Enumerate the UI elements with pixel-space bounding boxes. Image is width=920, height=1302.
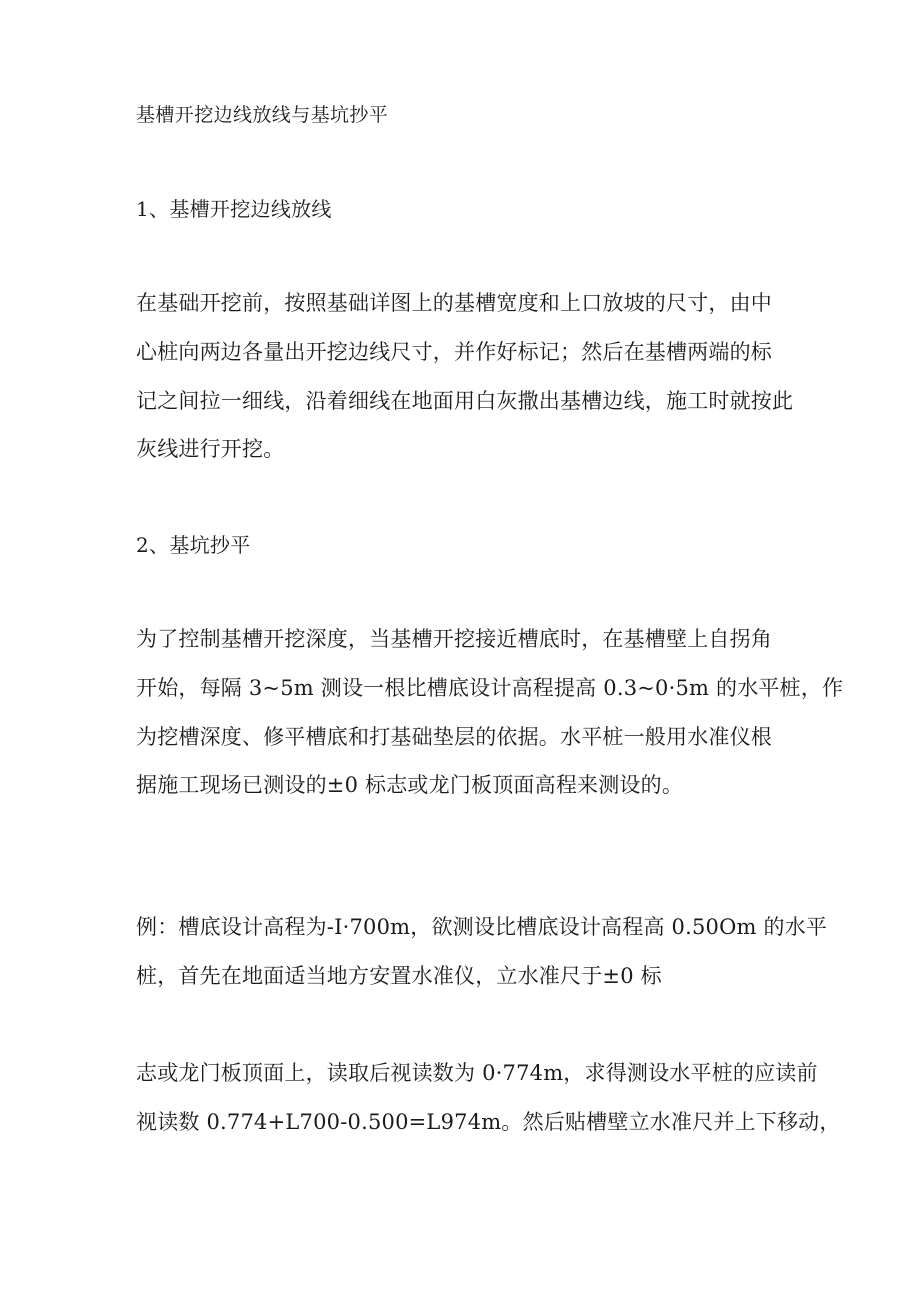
section-1-paragraph-line: 灰线进行开挖。 (136, 437, 285, 461)
continuation-line: 视读数 0.774+L700-0.500=L974m。然后贴槽壁立水准尺并上下移动， (136, 1110, 841, 1134)
section-2-paragraph-line: 为挖槽深度、修平槽底和打基础垫层的依据。水平桩一般用水准仪根 (136, 725, 772, 749)
continuation-line: 志或龙门板顶面上，读取后视读数为 0·774m，求得测设水平桩的应读前 (136, 1061, 818, 1085)
section-1-paragraph-line: 在基础开挖前，按照基础详图上的基槽宽度和上口放坡的尺寸，由中 (136, 291, 772, 315)
section-1-paragraph-line: 心桩向两边各量出开挖边线尺寸，并作好标记；然后在基槽两端的标 (136, 340, 772, 364)
section-2-paragraph-line: 据施工现场已测设的±0 标志或龙门板顶面高程来测设的。 (136, 773, 684, 797)
document-title: 基槽开挖边线放线与基坑抄平 (136, 104, 389, 126)
section-2-paragraph-line: 开始，每隔 3~5m 测设一根比槽底设计高程提高 0.3~0·5m 的水平桩，作 (136, 676, 844, 700)
example-line: 例：槽底设计高程为-I·700m，欲测设比槽底设计高程高 0.50Om 的水平 (136, 915, 828, 939)
section-2-heading: 2、基坑抄平 (136, 533, 251, 557)
example-line: 桩，首先在地面适当地方安置水准仪，立水准尺于±0 标 (136, 964, 662, 988)
section-2-paragraph-line: 为了控制基槽开挖深度，当基槽开挖接近槽底时，在基槽壁上自拐角 (136, 627, 772, 651)
section-1-paragraph-line: 记之间拉一细线，沿着细线在地面用白灰撒出基槽边线，施工时就按此 (136, 389, 794, 413)
section-1-heading: 1、基槽开挖边线放线 (136, 197, 332, 221)
